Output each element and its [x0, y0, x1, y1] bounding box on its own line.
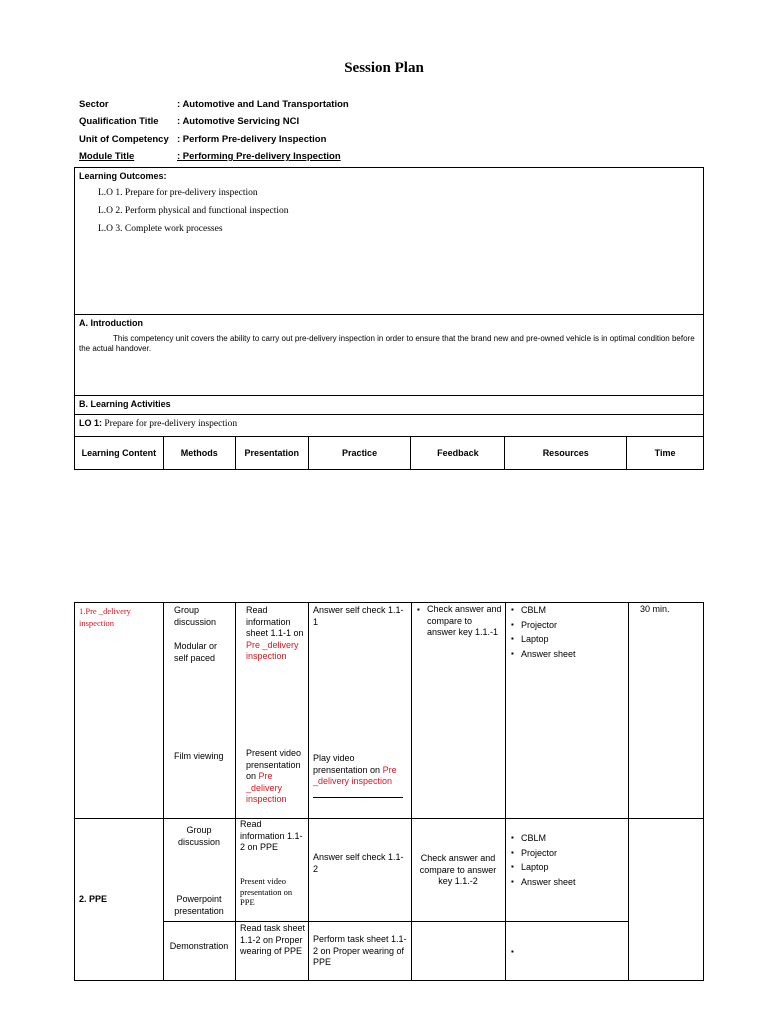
learning-outcome-1: L.O 1. Prepare for pre-delivery inspection — [98, 188, 258, 198]
column-header: Learning Content — [75, 437, 164, 470]
lo1-heading — [79, 418, 237, 429]
row-divider — [74, 818, 704, 819]
introduction-text: This competency unit covers the ability to carry out pre-delivery inspection in order to ensure that the brand new and pre-owned vehicle is in optimal condition before the actual handover. — [79, 334, 695, 353]
row1-content: 1.Pre _delivery inspection — [79, 606, 131, 628]
row2-practice-2: Perform task sheet 1.1-2 on Proper wearing of PPE — [313, 934, 407, 967]
bullet-icon: ▪ — [511, 947, 514, 956]
row1-time: 30 min. — [640, 604, 670, 614]
list-item: ▪ Laptop — [509, 860, 624, 875]
column-divider — [628, 602, 629, 981]
column-divider — [308, 602, 309, 981]
lo1-label: LO 1: — [79, 418, 103, 428]
row1-practice-2-topic: Pre _delivery inspection — [313, 764, 397, 786]
row1-method-3: Film viewing — [174, 751, 224, 761]
column-divider — [411, 602, 412, 981]
row1-practice-2 — [313, 753, 408, 788]
list-item: ▪ CBLM — [509, 603, 624, 618]
row1-presentation-1 — [246, 605, 306, 663]
module-label: Module Title — [79, 151, 135, 162]
activities-header-table — [74, 436, 704, 470]
list-item: ▪ Answer sheet — [509, 875, 624, 890]
list-item: ▪ CBLM — [509, 831, 624, 846]
learning-outcomes-heading: Learning Outcomes: — [79, 171, 167, 181]
sector-label: Sector — [79, 99, 109, 110]
row1-method-1: Group discussion — [174, 605, 217, 627]
column-header: Practice — [308, 437, 411, 470]
row1-presentation-2-text: Present video prensentation on — [246, 748, 302, 781]
underline-rule — [313, 797, 403, 798]
row1-resources — [509, 603, 624, 661]
qualification-value: : Automotive Servicing NCI — [177, 116, 300, 127]
column-divider — [163, 602, 164, 981]
lo1-text: Prepare for pre-delivery inspection — [102, 419, 238, 429]
row1-feedback — [415, 604, 503, 639]
row1-feedback-text: Check answer and compare to answer key 1.1.-1 — [427, 604, 502, 637]
row2-presentation-2: Present video presentation on PPE — [240, 876, 293, 907]
row2-method-2: Powerpoint presentation — [174, 894, 224, 916]
row2-presentation-1: Read information 1.1-2 on PPE — [240, 819, 303, 852]
learning-outcome-2: L.O 2. Perform physical and functional inspection — [98, 206, 289, 216]
row2-resources — [509, 831, 624, 889]
row2-feedback: Check answer and compare to answer key 1.1.-2 — [419, 853, 497, 886]
row2-content: 2. PPE — [79, 894, 108, 904]
column-header: Resources — [505, 437, 627, 470]
column-header: Time — [627, 437, 704, 470]
row1-method-2: Modular or self paced — [174, 641, 218, 663]
column-divider — [505, 602, 506, 981]
row-divider — [163, 921, 628, 922]
column-header: Methods — [163, 437, 235, 470]
column-divider — [235, 602, 236, 981]
list-item: ▪ Projector — [509, 618, 624, 633]
list-item: ▪ Answer sheet — [509, 647, 624, 662]
learning-outcome-3: L.O 3. Complete work processes — [98, 224, 223, 234]
row1-presentation-2-topic: Pre _delivery inspection — [246, 771, 287, 804]
divider — [74, 414, 704, 415]
column-header: Feedback — [411, 437, 505, 470]
unit-value: : Perform Pre-delivery Inspection — [177, 134, 327, 145]
row1-presentation-1-topic: Pre _delivery inspection — [246, 639, 299, 661]
list-item: ▪ Laptop — [509, 632, 624, 647]
divider — [74, 314, 704, 315]
qualification-label: Qualification Title — [79, 116, 159, 127]
sector-value: : Automotive and Land Transportation — [177, 99, 349, 110]
divider — [74, 395, 704, 396]
row1-presentation-2 — [246, 748, 304, 806]
list-item: ▪ Projector — [509, 846, 624, 861]
learning-activities-heading: B. Learning Activities — [79, 399, 171, 409]
row2-presentation-3: Read task sheet 1.1-2 on Proper wearing of PPE — [240, 923, 306, 956]
row1-presentation-1-text: Read information sheet 1.1-1 on — [246, 605, 304, 638]
module-value: : Performing Pre-delivery Inspection — [177, 151, 341, 162]
row2-method-3: Demonstration — [169, 941, 229, 951]
row1-practice-1: Answer self check 1.1-1 — [313, 605, 404, 627]
introduction-heading: A. Introduction — [79, 318, 143, 328]
bullet-icon: ▪ — [417, 605, 420, 614]
row1-practice-2-text: Play video prensentation on — [313, 753, 383, 775]
row2-method-1: Group discussion — [177, 825, 221, 847]
unit-label: Unit of Competency — [79, 134, 169, 145]
column-header: Presentation — [235, 437, 308, 470]
page-title: Session Plan — [344, 60, 424, 76]
row2-practice-1: Answer self check 1.1-2 — [313, 852, 404, 874]
